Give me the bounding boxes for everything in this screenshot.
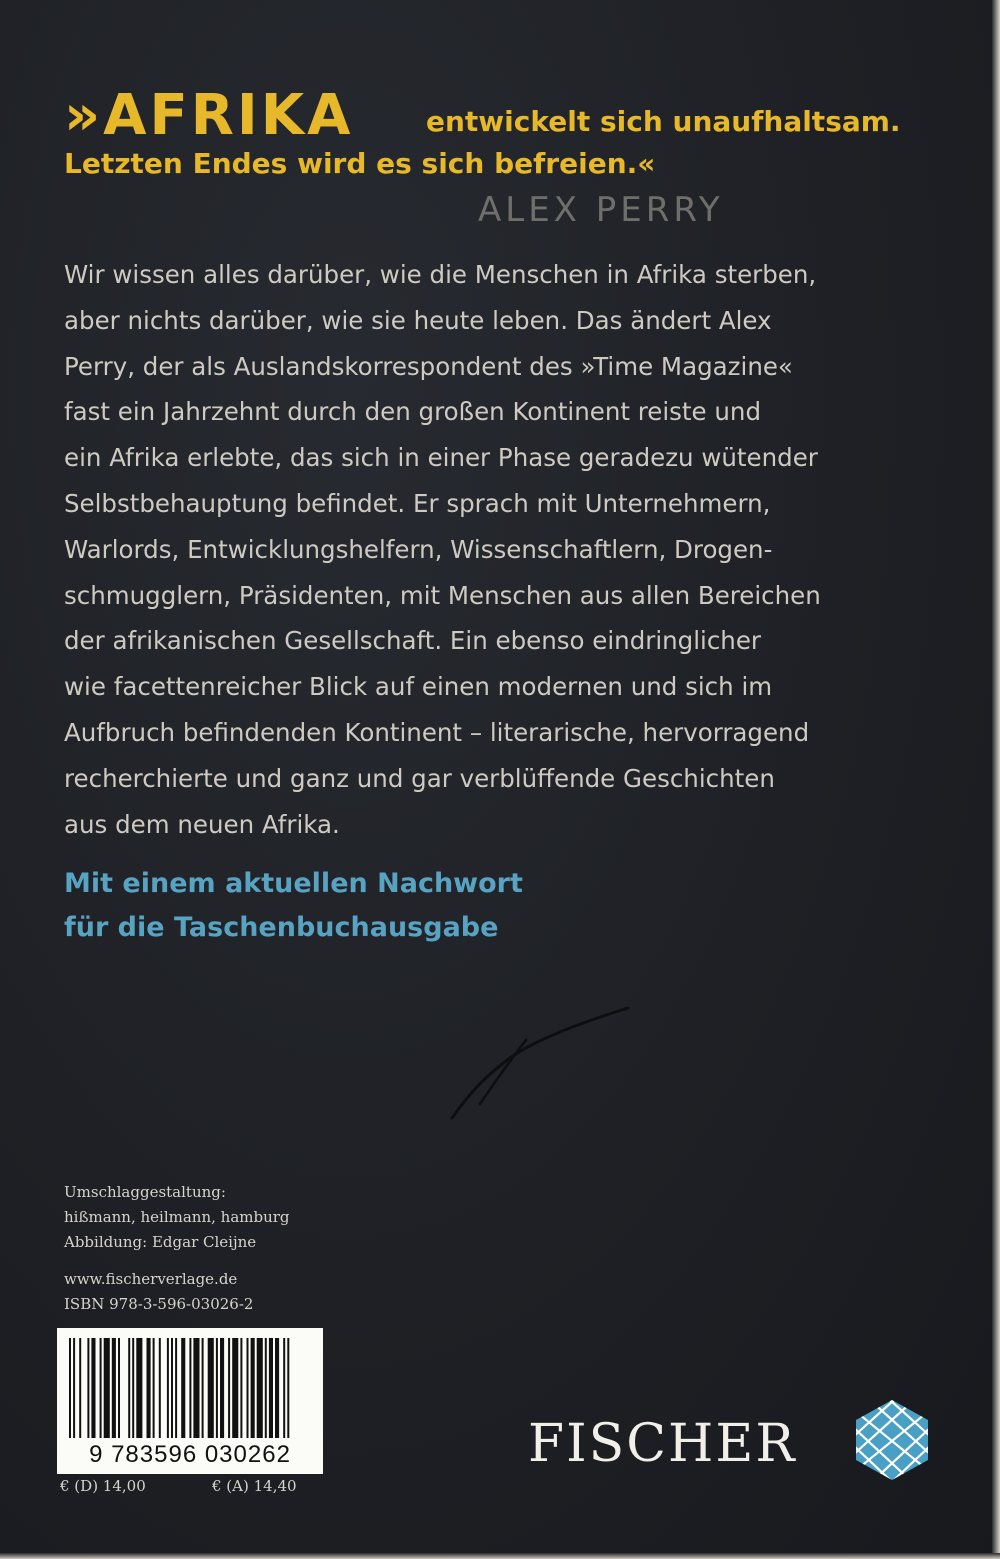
blurb-line: Warlords, Entwicklungshelfern, Wissenschaftlern, Drogen- (64, 534, 773, 564)
cover-design-value: hißmann, heilmann, hamburg (64, 1208, 290, 1226)
isbn: ISBN 978-3-596-03026-2 (64, 1295, 254, 1313)
afterword-line-1: Mit einem aktuellen Nachwort (64, 868, 523, 899)
quote-highlight: »AFRIKA (64, 83, 354, 148)
quote-line-2: Letzten Endes wird es sich befreien.« (64, 147, 656, 180)
book-page-edge (992, 0, 1000, 1559)
publisher-name: FISCHER (528, 1414, 797, 1474)
blurb-line: aus dem neuen Afrika. (64, 809, 340, 839)
blurb-line: Wir wissen alles darüber, wie die Menschen in Afrika sterben, (64, 260, 817, 289)
book-bottom-edge (0, 1553, 1000, 1559)
quote-author: ALEX PERRY (478, 190, 724, 230)
blurb-line: schmugglern, Präsidenten, mit Menschen aus allen Bereichen (64, 580, 821, 610)
barcode-digits: 9 783596 030262 (89, 1441, 291, 1468)
fischer-fish-logo-icon (850, 1398, 934, 1482)
blurb-line: ein Afrika erlebte, das sich in einer Phase geradezu wütender (64, 443, 818, 473)
blurb-line: recherchierte und ganz und gar verblüffende Geschichten (64, 763, 775, 793)
pen-scribble (440, 1000, 640, 1130)
publisher-website: www.fischerverlage.de (64, 1270, 238, 1288)
blurb-line: aber nichts darüber, wie sie heute leben. Das ändert Alex (64, 305, 772, 335)
blurb-line: Perry, der als Auslandskorrespondent des »Time Magazine« (64, 351, 793, 381)
cover-design-label: Umschlaggestaltung: (64, 1183, 226, 1201)
afterword-line-2: für die Taschenbuchausgabe (64, 912, 499, 943)
afterword-note (64, 862, 523, 950)
price-germany: € (D) 14,00 (60, 1477, 146, 1495)
blurb-text (64, 252, 924, 847)
blurb-line: der afrikanischen Gesellschaft. Ein ebenso eindringlicher (64, 626, 761, 656)
credits-block (64, 1180, 290, 1317)
price-austria: € (A) 14,40 (212, 1477, 297, 1495)
quote-line-1: entwickelt sich unaufhaltsam. (426, 105, 901, 138)
blurb-line: wie facettenreicher Blick auf einen modernen und sich im (64, 672, 773, 702)
barcode (57, 1328, 323, 1474)
blurb-line: Selbstbehauptung befindet. Er sprach mit Unternehmern, (64, 488, 771, 518)
image-credit: Abbildung: Edgar Cleijne (64, 1233, 257, 1251)
blurb-line: Aufbruch befindenden Kontinent – literarische, hervorragend (64, 717, 810, 747)
blurb-line: fast ein Jahrzehnt durch den großen Kontinent reiste und (64, 397, 762, 427)
